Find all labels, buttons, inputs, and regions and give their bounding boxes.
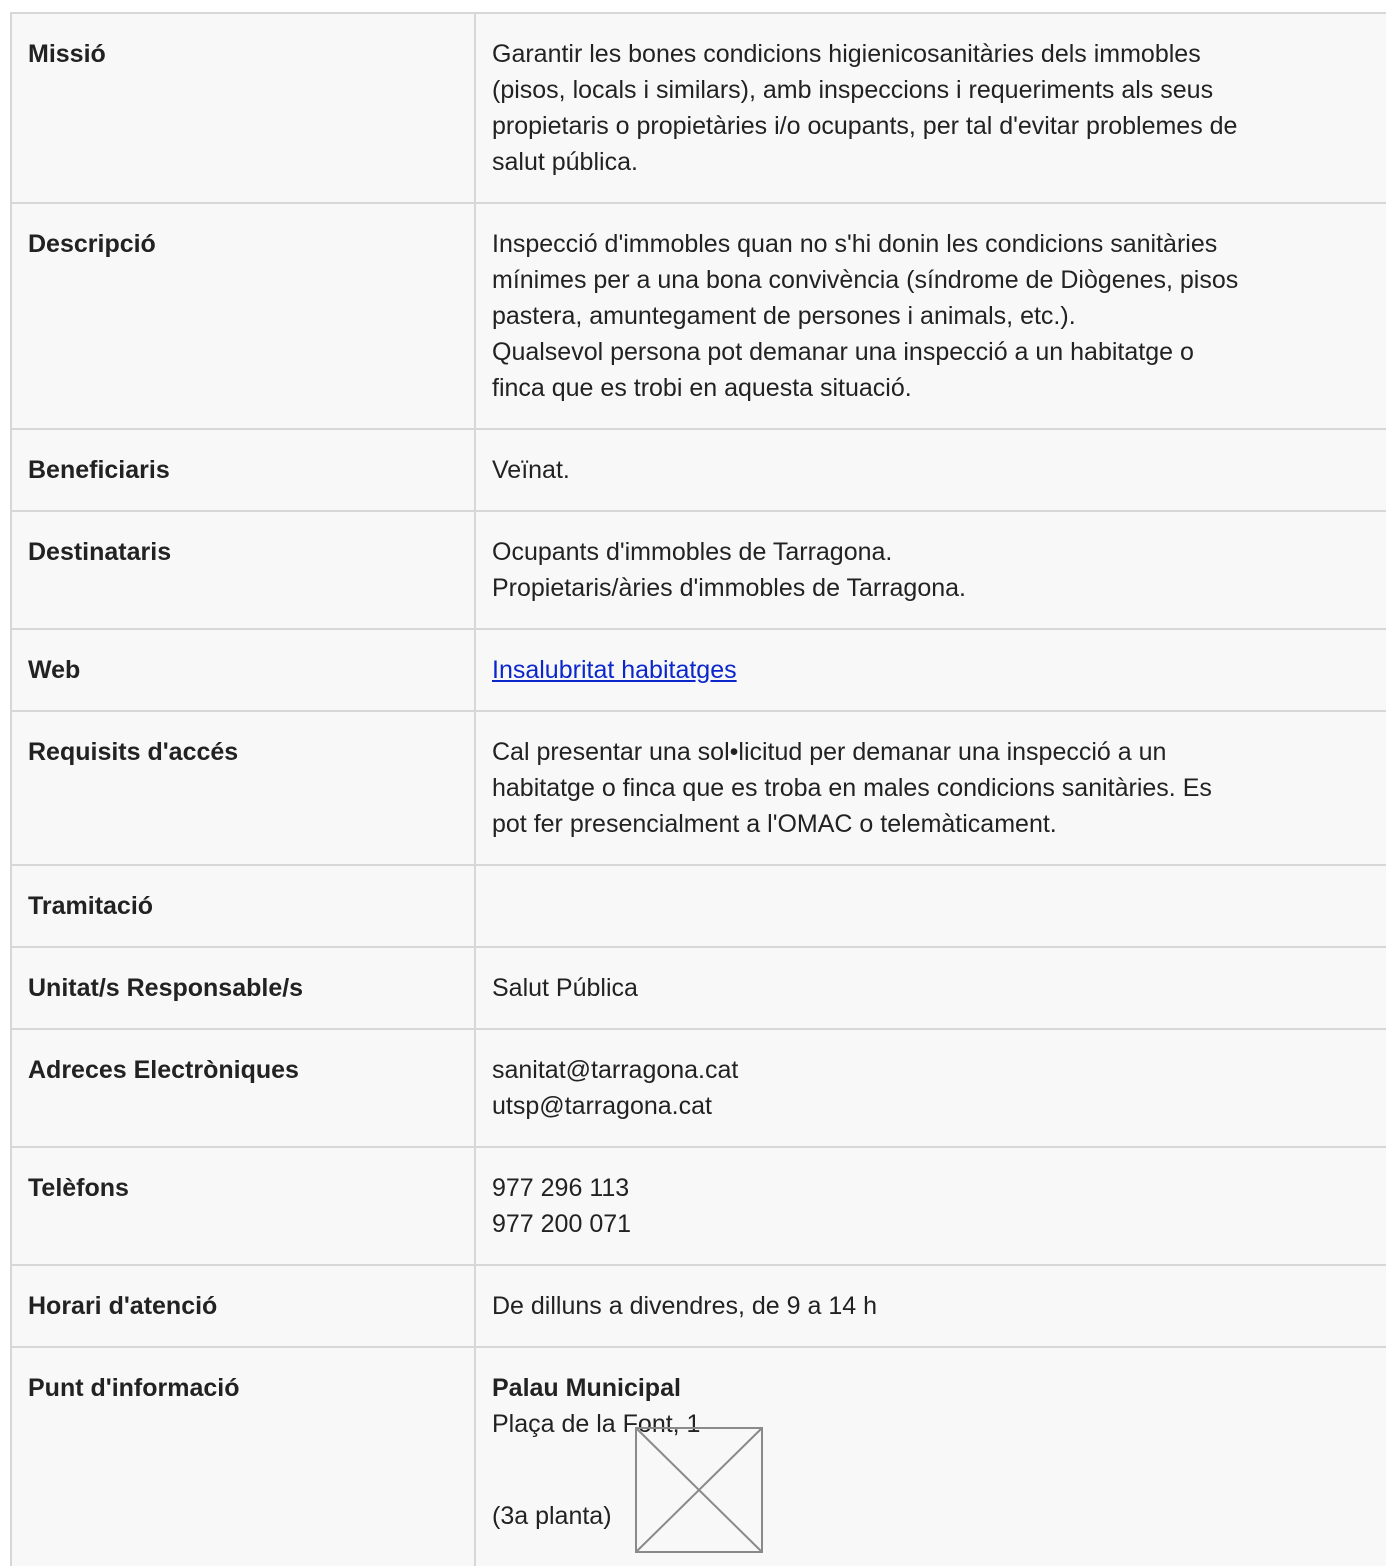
row-punt-informacio [11, 1347, 1386, 1566]
row-label: Telèfons [11, 1147, 475, 1265]
row-destinataris [11, 511, 1386, 629]
row-unitat-responsable [11, 947, 1386, 1029]
row-label: Destinataris [11, 511, 475, 629]
value-line: pastera, amuntegament de persones i animals, etc.). [492, 302, 1076, 330]
row-label: Unitat/s Responsable/s [11, 947, 475, 1029]
spacer [492, 1534, 1380, 1544]
row-telefons [11, 1147, 1386, 1265]
value-line: pot fer presencialment a l'OMAC o telemàticament. [492, 810, 1057, 838]
row-value [475, 13, 1386, 203]
insalubritat-habitatges-link[interactable]: Insalubritat habitatges [492, 656, 737, 684]
email-line: sanitat@tarragona.cat [492, 1056, 739, 1084]
row-value [475, 711, 1386, 865]
row-value [475, 511, 1386, 629]
row-requisits [11, 711, 1386, 865]
value-line: De dilluns a divendres, de 9 a 14 h [492, 1292, 877, 1320]
service-info-table [10, 12, 1386, 1566]
row-label: Horari d'atenció [11, 1265, 475, 1347]
broken-image-icon [635, 1427, 763, 1553]
row-horari [11, 1265, 1386, 1347]
row-label: Web [11, 629, 475, 711]
location-title: Palau Municipal [492, 1374, 681, 1402]
row-label: Adreces Electròniques [11, 1029, 475, 1147]
value-line: finca que es trobi en aquesta situació. [492, 374, 912, 402]
location-address: Plaça de la Font, 1 [492, 1410, 701, 1438]
row-label: Requisits d'accés [11, 711, 475, 865]
row-value [475, 203, 1386, 429]
value-line: propietaris o propietàries i/o ocupants, per tal d'evitar problemes de [492, 112, 1238, 140]
row-label: Tramitació [11, 865, 475, 947]
value-line: mínimes per a una bona convivència (síndrome de Diògenes, pisos [492, 266, 1239, 294]
phone-line: 977 296 113 [492, 1174, 630, 1202]
value-line: (pisos, locals i similars), amb inspeccions i requeriments als seus [492, 76, 1214, 104]
row-value [475, 1147, 1386, 1265]
row-label: Descripció [11, 203, 475, 429]
phone-line: 977 200 071 [492, 1210, 632, 1238]
email-line: utsp@tarragona.cat [492, 1092, 712, 1120]
row-descripcio [11, 203, 1386, 429]
row-value [475, 1029, 1386, 1147]
spacer [492, 1442, 1380, 1498]
row-web [11, 629, 1386, 711]
row-label: Punt d'informació [11, 1347, 475, 1566]
row-label: Beneficiaris [11, 429, 475, 511]
row-value [475, 429, 1386, 511]
value-line: salut pública. [492, 148, 638, 176]
row-tramitacio [11, 865, 1386, 947]
row-value [475, 865, 1386, 947]
row-value [475, 1347, 1386, 1566]
row-beneficiaris [11, 429, 1386, 511]
location-floor: (3a planta) [492, 1502, 612, 1530]
value-line: Salut Pública [492, 974, 638, 1002]
row-label: Missió [11, 13, 475, 203]
value-line: Veïnat. [492, 456, 570, 484]
row-adreces-electroniques [11, 1029, 1386, 1147]
value-line: Qualsevol persona pot demanar una inspecció a un habitatge o [492, 338, 1194, 366]
value-line: Inspecció d'immobles quan no s'hi donin les condicions sanitàries [492, 230, 1218, 258]
value-line: Ocupants d'immobles de Tarragona. [492, 538, 893, 566]
value-line: Cal presentar una sol•licitud per demanar una inspecció a un [492, 738, 1167, 766]
value-line: Propietaris/àries d'immobles de Tarragona. [492, 574, 966, 602]
value-line: habitatge o finca que es troba en males condicions sanitàries. Es [492, 774, 1212, 802]
row-missio [11, 13, 1386, 203]
row-value [475, 947, 1386, 1029]
row-value [475, 1265, 1386, 1347]
row-value [475, 629, 1386, 711]
value-line: Garantir les bones condicions higienicosanitàries dels immobles [492, 40, 1201, 68]
